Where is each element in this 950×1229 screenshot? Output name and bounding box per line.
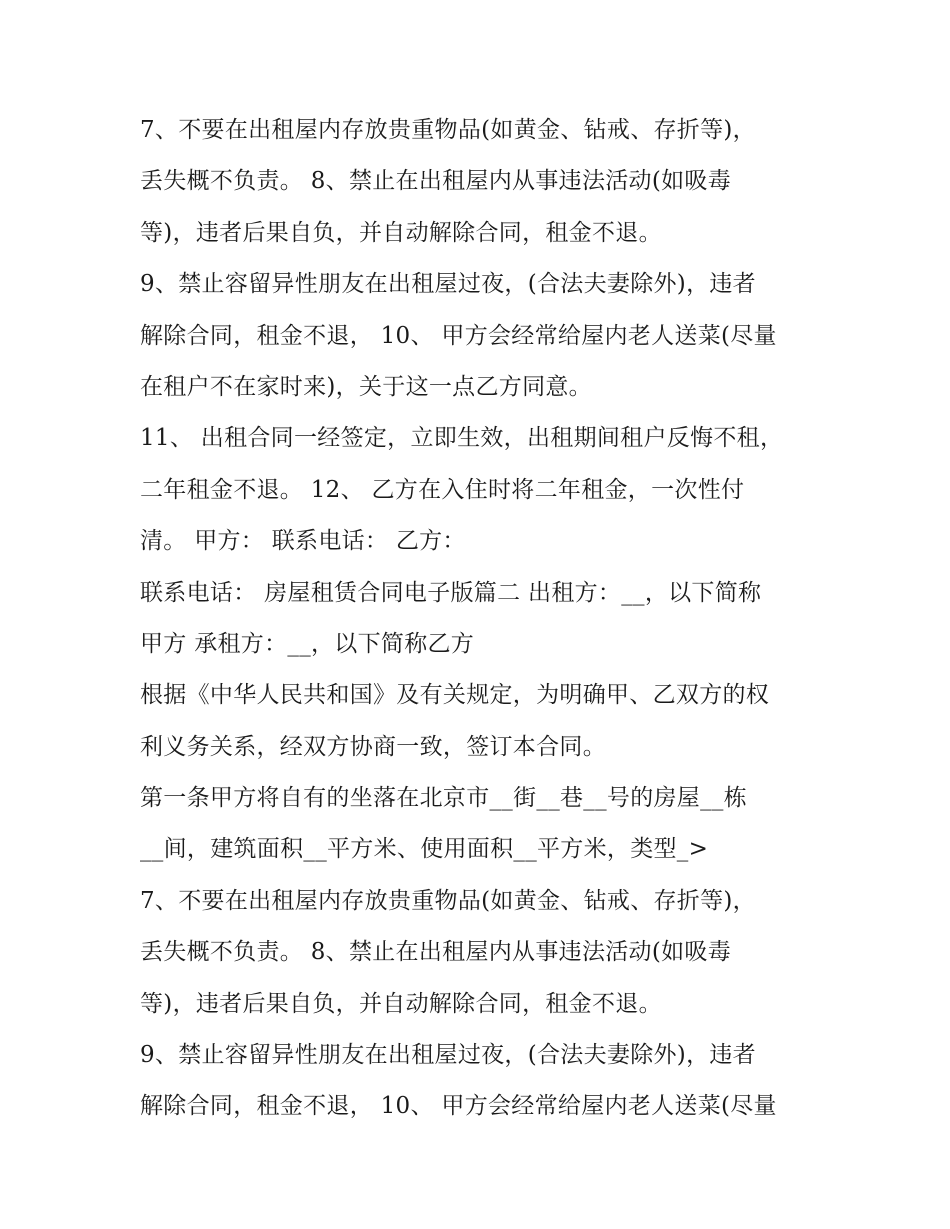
- text-line: 9、禁止容留异性朋友在出租屋过夜，(合法夫妻除外)，违者: [140, 271, 756, 298]
- document-body: [140, 105, 830, 1133]
- text-line: 7、不要在出租屋内存放贵重物品(如黄金、钻戒、存折等)，: [140, 117, 756, 143]
- text-line: 解除合同，租金不退， 10、 甲方会经常给屋内老人送菜(尽量: [140, 322, 777, 349]
- text-line: 7、不要在出租屋内存放贵重物品(如黄金、钻戒、存折等)，: [140, 887, 756, 914]
- text-line: 根据《中华人民共和国》及有关规定，为明确甲、乙双方的权: [140, 682, 770, 709]
- text-line: 11、 出租合同一经签定，立即生效，出租期间租户反悔不租，: [140, 425, 784, 452]
- text-line: 丢失概不负责。 8、禁止在出租屋内从事违法活动(如吸毒: [140, 939, 732, 966]
- text-line: 甲方 承租方：__，以下简称乙方: [140, 630, 475, 657]
- text-line: 等)，违者后果自负，并自动解除合同，租金不退。: [140, 990, 662, 1017]
- text-line: __间，建筑面积__平方米、使用面积__平方米，类型_>: [140, 836, 709, 863]
- text-line: 在租户不在家时来)，关于这一点乙方同意。: [140, 373, 592, 400]
- text-line: 9、禁止容留异性朋友在出租屋过夜，(合法夫妻除外)，违者: [140, 1042, 756, 1069]
- text-line: 二年租金不退。 12、 乙方在入住时将二年租金，一次性付: [140, 476, 745, 503]
- text-line: 联系电话： 房屋租赁合同电子版篇二 出租方：__，以下简称: [140, 579, 762, 606]
- text-line: 第一条甲方将自有的坐落在北京市__街__巷__号的房屋__栋: [140, 785, 747, 812]
- text-line: 利义务关系，经双方协商一致，签订本合同。: [140, 733, 606, 760]
- text-line: 等)，违者后果自负，并自动解除合同，租金不退。: [140, 219, 662, 246]
- text-line: 丢失概不负责。 8、禁止在出租屋内从事违法活动(如吸毒: [140, 168, 732, 195]
- text-line: 解除合同，租金不退， 10、 甲方会经常给屋内老人送菜(尽量: [140, 1093, 777, 1120]
- text-line: 清。 甲方： 联系电话： 乙方：: [140, 528, 466, 555]
